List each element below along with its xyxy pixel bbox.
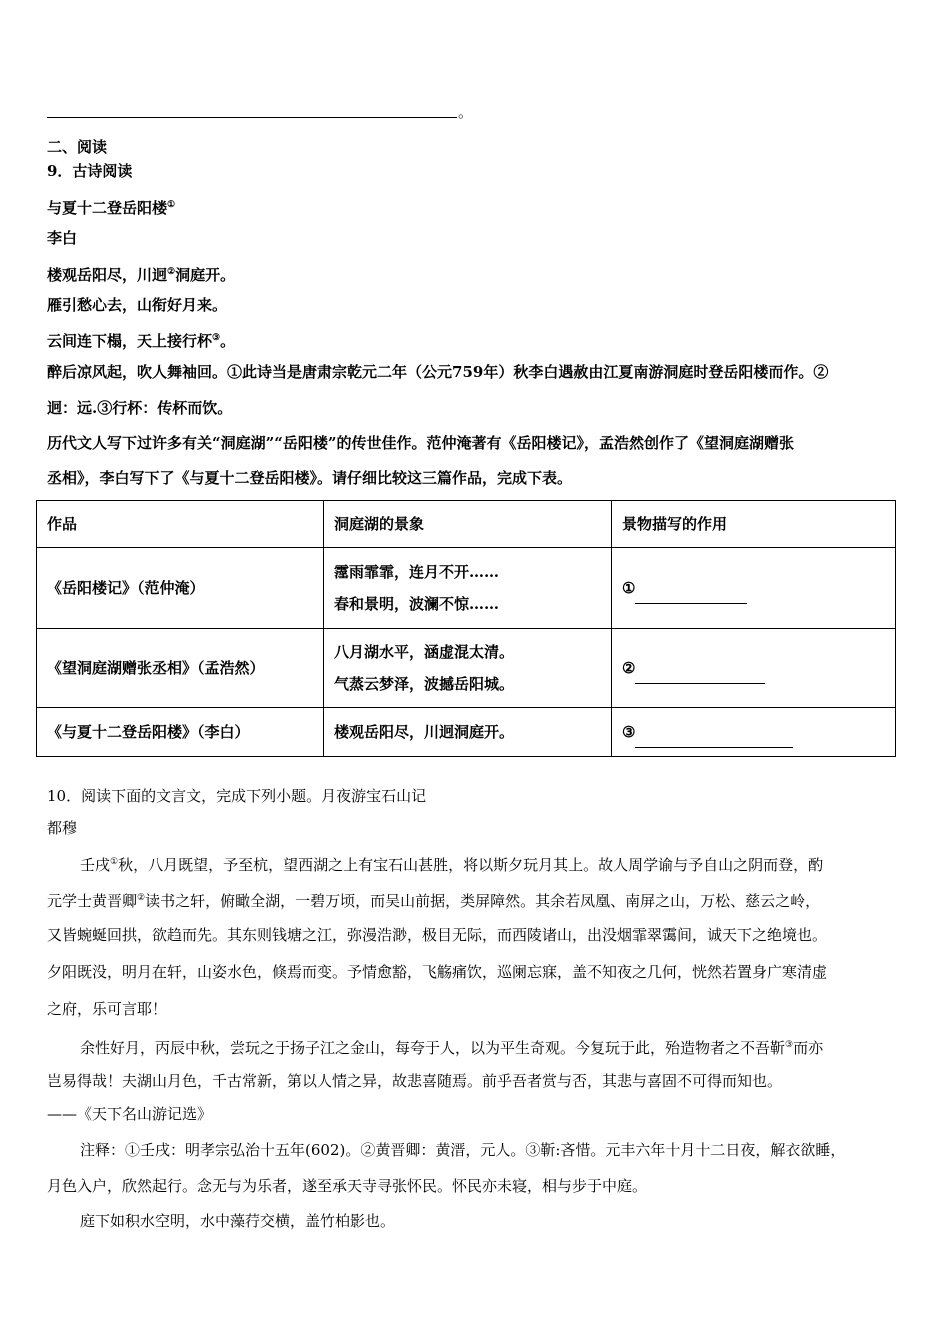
essay-line: 夕阳既没，明月在轩，山姿水色，倏焉而变。予情愈豁，飞觞痛饮，巡阑忘寐，盖不知夜之几何，恍然若置身广寒清虚 bbox=[47, 963, 828, 981]
scene-cell bbox=[324, 629, 612, 708]
scene-line: 春和景明，波澜不惊…… bbox=[334, 595, 500, 613]
essay-text: 余性好月，丙辰中秋，尝玩之于扬子江之金山，每夸于人，以为平生奇观。今复玩于此，殆造物者之不吾靳 bbox=[80, 1039, 786, 1057]
table-row bbox=[37, 548, 896, 629]
table-header-row bbox=[37, 501, 896, 548]
poem-line bbox=[47, 328, 235, 351]
note-mark: ③ bbox=[212, 333, 221, 343]
note-mark: ② bbox=[167, 267, 176, 277]
poem-text: 。 bbox=[220, 332, 236, 350]
essay-line: 岂易得哉！夫湖山月色，千古常新，第以人情之异，故悲喜随焉。前乎吾者赏与否，其悲与喜固不可得而知也。 bbox=[47, 1072, 783, 1090]
scene-line: 霪雨霏霏，连月不开…… bbox=[334, 563, 500, 581]
note-mark: ② bbox=[137, 893, 146, 903]
poem-notes: 迥：远.③行杯：传杯而饮。 bbox=[47, 399, 233, 417]
note-mark: ① bbox=[110, 857, 119, 867]
period: 。 bbox=[458, 103, 474, 121]
essay-line: 之府，乐可言耶！ bbox=[47, 1000, 168, 1018]
essay-text: 而亦 bbox=[793, 1039, 824, 1057]
q9-intro: 历代文人写下过许多有关“洞庭湖”“岳阳楼”的传世佳作。范仲淹著有《岳阳楼记》，孟浩然创作了《望洞庭湖赠张 bbox=[47, 434, 795, 452]
q9-title: 9．古诗阅读 bbox=[47, 162, 133, 180]
scene-line: 气蒸云梦泽，波撼岳阳城。 bbox=[334, 675, 515, 693]
q10-title: 10．阅读下面的文言文，完成下列小题。月夜游宝石山记 bbox=[47, 787, 427, 805]
essay-line: 又皆蜿蜒回拱，欲趋而先。其东则钱塘之江，弥漫浩渺，极目无际，而西陵诸山，出没烟霏翠霭间，诚天下之绝境也。 bbox=[47, 926, 828, 944]
poem-line-notes: 醉后凉风起，吹人舞袖回。①此诗当是唐肃宗乾元二年（公元759年）秋李白遇赦由江夏南游洞庭时登岳阳楼而作。② bbox=[47, 363, 829, 381]
answer-blank[interactable] bbox=[635, 663, 765, 684]
scene-cell bbox=[324, 548, 612, 629]
essay-line bbox=[47, 888, 820, 911]
notes-line: 月色入户，欣然起行。念无与为乐者，遂至承天寺寻张怀民。怀民亦未寝，相与步于中庭。 bbox=[47, 1177, 648, 1195]
header-cell: 作品 bbox=[37, 501, 324, 548]
notes-line: 庭下如积水空明，水中藻荇交横，盖竹柏影也。 bbox=[80, 1212, 396, 1230]
poem-line bbox=[47, 262, 235, 285]
answer-mark: ① bbox=[622, 579, 636, 597]
q9-intro: 丞相》，李白写下了《与夏十二登岳阳楼》。请仔细比较这三篇作品，完成下表。 bbox=[47, 469, 573, 487]
poem-line: 雁引愁心去，山衔好月来。 bbox=[47, 296, 228, 314]
answer-cell[interactable] bbox=[612, 629, 896, 708]
scene-line: 八月湖水平，涵虚混太清。 bbox=[334, 643, 515, 661]
answer-blank-line[interactable] bbox=[47, 117, 457, 118]
poem-text: 楼观岳阳尽，川迥 bbox=[47, 266, 168, 284]
scene-cell: 楼观岳阳尽，川迥洞庭开。 bbox=[324, 708, 612, 757]
poem-title bbox=[47, 195, 175, 218]
work-cell: 《望洞庭湖赠张丞相》（孟浩然） bbox=[37, 629, 324, 708]
essay-text: 秋，八月既望，予至杭，望西湖之上有宝石山甚胜，将以斯夕玩月其上。故人周学谕与予自山之阴而登，酌 bbox=[118, 856, 824, 874]
answer-cell[interactable] bbox=[612, 708, 896, 757]
answer-blank[interactable] bbox=[635, 727, 793, 748]
work-cell: 《岳阳楼记》（范仲淹） bbox=[37, 548, 324, 629]
poem-text: 云间连下榻，天上接行杯 bbox=[47, 332, 213, 350]
essay-author: 都穆 bbox=[47, 819, 78, 837]
note-mark: ③ bbox=[785, 1040, 794, 1050]
header-cell: 景物描写的作用 bbox=[612, 501, 896, 548]
poem-text: 洞庭开。 bbox=[175, 266, 236, 284]
section-heading: 二、阅读 bbox=[47, 138, 108, 156]
essay-source: ——《天下名山游记选》 bbox=[47, 1105, 213, 1123]
poem-title-text: 与夏十二登岳阳楼 bbox=[47, 199, 168, 217]
header-cell: 洞庭湖的景象 bbox=[324, 501, 612, 548]
table-row bbox=[37, 708, 896, 757]
essay-line bbox=[80, 1035, 823, 1058]
work-cell: 《与夏十二登岳阳楼》（李白） bbox=[37, 708, 324, 757]
answer-mark: ③ bbox=[622, 723, 636, 741]
answer-blank[interactable] bbox=[635, 583, 747, 604]
essay-text: 元学士黄晋卿 bbox=[47, 892, 138, 910]
comparison-table bbox=[36, 500, 896, 757]
table-row bbox=[37, 629, 896, 708]
note-mark: ① bbox=[167, 200, 176, 210]
notes-line: 注释：①壬戌：明孝宗弘治十五年(602)。②黄晋卿：黄溍，元人。③靳:吝惜。元丰六年十月十二日夜，解衣欲睡， bbox=[80, 1141, 846, 1159]
poem-author: 李白 bbox=[47, 229, 78, 247]
answer-cell[interactable] bbox=[612, 548, 896, 629]
essay-text: 壬戌 bbox=[80, 856, 111, 874]
answer-mark: ② bbox=[622, 659, 636, 677]
essay-line bbox=[80, 852, 823, 875]
essay-text: 读书之轩，俯瞰全湖，一碧万顷，而吴山前据，类屏障然。其余若凤凰、南屏之山，万松、慈云之岭， bbox=[145, 892, 821, 910]
